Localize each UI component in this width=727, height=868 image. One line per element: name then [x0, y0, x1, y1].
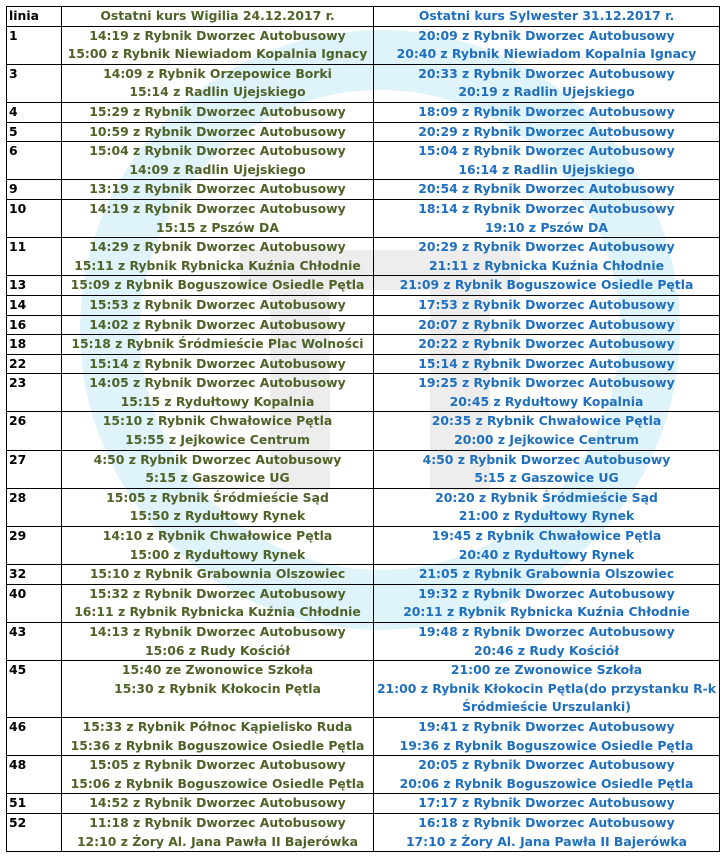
- wigilia-departure: 16:11 z Rybnik Rybnicka Kuźnia Chłodnie: [74, 604, 361, 620]
- sylwester-departure: 20:29 z Rybnik Dworzec Autobusowy: [418, 239, 675, 255]
- wigilia-departure: 15:29 z Rybnik Dworzec Autobusowy: [89, 103, 346, 119]
- sylwester-departure: 19:10 z Pszów DA: [485, 219, 608, 235]
- sylwester-departure-cell: [374, 661, 720, 718]
- sylwester-departure: 20:09 z Rybnik Dworzec Autobusowy: [418, 27, 675, 43]
- wigilia-departure: 15:11 z Rybnik Rybnicka Kuźnia Chłodnie: [74, 257, 361, 273]
- sylwester-departure: 15:14 z Rybnik Dworzec Autobusowy: [418, 355, 675, 371]
- sylwester-departure-cell: [374, 412, 720, 450]
- sylwester-departure: 20:06 z Rybnik Boguszowice Osiedle Pętla: [399, 775, 694, 791]
- line-number: 40: [7, 584, 62, 622]
- sylwester-departure: 20:11 z Rybnik Rybnicka Kuźnia Chłodnie: [403, 604, 690, 620]
- sylwester-departure: 19:48 z Rybnik Dworzec Autobusowy: [418, 624, 675, 639]
- table-row: [7, 794, 720, 814]
- wigilia-departure-cell: [62, 756, 374, 794]
- sylwester-departure: 18:09 z Rybnik Dworzec Autobusowy: [418, 103, 675, 119]
- table-row: [7, 412, 720, 450]
- line-number: 14: [7, 295, 62, 315]
- wigilia-departure-cell: [62, 565, 374, 585]
- table-row: [7, 315, 720, 335]
- sylwester-departure: 19:45 z Rybnik Chwałowice Pętla: [431, 528, 662, 544]
- table-row: [7, 661, 720, 718]
- sylwester-departure: 20:07 z Rybnik Dworzec Autobusowy: [418, 316, 675, 332]
- header-sylwester: Ostatni kurs Sylwester 31.12.2017 r.: [374, 7, 720, 27]
- wigilia-departure: 14:10 z Rybnik Chwałowice Pętla: [102, 528, 333, 544]
- sylwester-departure-cell: [374, 142, 720, 180]
- sylwester-departure-cell: [374, 450, 720, 488]
- wigilia-departure: 15:10 z Rybnik Chwałowice Pętla: [102, 413, 333, 429]
- wigilia-departure: 15:00 z Rydułtowy Rynek: [129, 546, 306, 562]
- wigilia-departure-cell: [62, 412, 374, 450]
- wigilia-departure: 4:50 z Rybnik Dworzec Autobusowy: [93, 451, 342, 467]
- table-row: [7, 142, 720, 180]
- sylwester-departure-cell: [374, 26, 720, 64]
- table-row: [7, 199, 720, 237]
- table-row: [7, 374, 720, 412]
- sylwester-departure: 20:33 z Rybnik Dworzec Autobusowy: [418, 65, 675, 81]
- table-row: [7, 64, 720, 102]
- wigilia-departure: 15:05 z Rybnik Dworzec Autobusowy: [89, 757, 346, 773]
- sylwester-departure-cell: [374, 623, 720, 661]
- wigilia-departure: 15:14 z Rybnik Dworzec Autobusowy: [89, 355, 346, 371]
- wigilia-departure-cell: [62, 64, 374, 102]
- line-number: 52: [7, 813, 62, 851]
- sylwester-departure: 15:04 z Rybnik Dworzec Autobusowy: [418, 143, 675, 159]
- sylwester-departure: 20:40 z Rybnik Niewiadom Kopalnia Ignacy: [396, 46, 697, 62]
- wigilia-departure: 15:33 z Rybnik Północ Kąpielisko Ruda: [82, 718, 353, 734]
- wigilia-departure-cell: [62, 527, 374, 565]
- line-number: 22: [7, 354, 62, 374]
- sylwester-departure: 20:20 z Rybnik Śródmieście Sąd: [435, 489, 658, 505]
- line-number: 9: [7, 180, 62, 200]
- sylwester-departure: 21:05 z Rybnik Grabownia Olszowiec: [418, 566, 675, 582]
- sylwester-departure-cell: [374, 374, 720, 412]
- sylwester-departure-cell: [374, 794, 720, 814]
- wigilia-departure: 15:15 z Rydułtowy Kopalnia: [120, 393, 315, 409]
- wigilia-departure-cell: [62, 623, 374, 661]
- sylwester-departure-cell: [374, 354, 720, 374]
- line-number: 46: [7, 717, 62, 755]
- sylwester-departure: 20:22 z Rybnik Dworzec Autobusowy: [418, 336, 675, 352]
- wigilia-departure-cell: [62, 142, 374, 180]
- wigilia-departure: 15:05 z Rybnik Śródmieście Sąd: [106, 489, 329, 505]
- sylwester-departure: 4:50 z Rybnik Dworzec Autobusowy: [422, 451, 671, 467]
- table-row: [7, 527, 720, 565]
- wigilia-departure: 15:06 z Rudy Kościół: [145, 642, 290, 658]
- wigilia-departure: 14:13 z Rybnik Dworzec Autobusowy: [89, 624, 346, 639]
- sylwester-departure: 21:00 z Rydułtowy Rynek: [458, 508, 635, 524]
- sylwester-departure: 20:29 z Rybnik Dworzec Autobusowy: [418, 123, 675, 139]
- line-number: 23: [7, 374, 62, 412]
- header-line: linia: [7, 7, 62, 27]
- sylwester-departure: 21:11 z Rybnicka Kuźnia Chłodnie: [428, 257, 665, 273]
- wigilia-departure: 14:05 z Rybnik Dworzec Autobusowy: [89, 375, 346, 391]
- wigilia-departure: 5:15 z Gaszowice UG: [145, 470, 290, 486]
- table-row: [7, 354, 720, 374]
- table-row: [7, 276, 720, 296]
- sylwester-departure: 19:25 z Rybnik Dworzec Autobusowy: [418, 375, 675, 391]
- sylwester-departure-cell: [374, 122, 720, 142]
- sylwester-departure-cell: [374, 276, 720, 296]
- wigilia-departure-cell: [62, 315, 374, 335]
- sylwester-departure: 19:32 z Rybnik Dworzec Autobusowy: [418, 585, 675, 601]
- sylwester-departure: 20:35 z Rybnik Chwałowice Pętla: [431, 413, 662, 429]
- sylwester-departure-cell: [374, 584, 720, 622]
- wigilia-departure-cell: [62, 354, 374, 374]
- line-number: 3: [7, 64, 62, 102]
- line-number: 29: [7, 527, 62, 565]
- line-number: 43: [7, 623, 62, 661]
- table-row: [7, 565, 720, 585]
- wigilia-departure: 15:40 ze Zwonowice Szkoła: [121, 662, 314, 678]
- wigilia-departure: 13:19 z Rybnik Dworzec Autobusowy: [89, 181, 346, 197]
- sylwester-departure: 20:54 z Rybnik Dworzec Autobusowy: [418, 181, 675, 197]
- sylwester-departure-cell: [374, 527, 720, 565]
- wigilia-departure-cell: [62, 295, 374, 315]
- sylwester-departure: 17:17 z Rybnik Dworzec Autobusowy: [418, 795, 675, 811]
- table-row: [7, 813, 720, 851]
- wigilia-departure-cell: [62, 276, 374, 296]
- wigilia-departure: 10:59 z Rybnik Dworzec Autobusowy: [89, 123, 346, 139]
- wigilia-departure-cell: [62, 102, 374, 122]
- line-number: 1: [7, 26, 62, 64]
- schedule-table: [6, 6, 720, 852]
- sylwester-departure: 21:09 z Rybnik Boguszowice Osiedle Pętla: [399, 277, 694, 293]
- sylwester-departure-cell: [374, 565, 720, 585]
- wigilia-departure: 15:14 z Radlin Ujejskiego: [129, 84, 306, 100]
- wigilia-departure: 14:52 z Rybnik Dworzec Autobusowy: [89, 795, 346, 811]
- line-number: 27: [7, 450, 62, 488]
- wigilia-departure: 14:09 z Rybnik Orzepowice Borki: [103, 65, 332, 81]
- sylwester-departure: 21:00 ze Zwonowice Szkoła: [450, 662, 643, 678]
- sylwester-departure: 17:53 z Rybnik Dworzec Autobusowy: [418, 296, 675, 312]
- line-number: 18: [7, 335, 62, 355]
- sylwester-departure: 18:14 z Rybnik Dworzec Autobusowy: [418, 200, 675, 216]
- sylwester-departure-cell: [374, 717, 720, 755]
- sylwester-departure: 16:14 z Radlin Ujejskiego: [458, 161, 635, 177]
- table-row: [7, 623, 720, 661]
- wigilia-departure: 15:53 z Rybnik Dworzec Autobusowy: [89, 296, 346, 312]
- sylwester-departure-cell: [374, 315, 720, 335]
- wigilia-departure: 14:29 z Rybnik Dworzec Autobusowy: [89, 239, 346, 255]
- sylwester-departure-cell: [374, 64, 720, 102]
- wigilia-departure-cell: [62, 199, 374, 237]
- sylwester-departure-cell: [374, 756, 720, 794]
- sylwester-departure: 17:10 z Żory Al. Jana Pawła II Bajerówka: [405, 833, 688, 849]
- wigilia-departure: 15:50 z Rydułtowy Rynek: [129, 508, 306, 524]
- sylwester-departure-cell: [374, 180, 720, 200]
- wigilia-departure: 15:00 z Rybnik Niewiadom Kopalnia Ignacy: [67, 46, 368, 62]
- table-row: [7, 488, 720, 526]
- table-row: [7, 122, 720, 142]
- line-number: 4: [7, 102, 62, 122]
- wigilia-departure-cell: [62, 813, 374, 851]
- wigilia-departure: 15:09 z Rybnik Boguszowice Osiedle Pętla: [70, 277, 365, 293]
- wigilia-departure: 15:10 z Rybnik Grabownia Olszowiec: [89, 566, 346, 582]
- wigilia-departure-cell: [62, 661, 374, 718]
- wigilia-departure: 15:55 z Jejkowice Centrum: [125, 432, 310, 448]
- sylwester-departure: 19:36 z Rybnik Boguszowice Osiedle Pętla: [399, 737, 694, 753]
- sylwester-departure: 20:45 z Rydułtowy Kopalnia: [449, 393, 644, 409]
- wigilia-departure-cell: [62, 335, 374, 355]
- wigilia-departure: 15:30 z Rybnik Kłokocin Pętla: [114, 680, 321, 696]
- wigilia-departure: 15:06 z Rybnik Boguszowice Osiedle Pętla: [70, 775, 365, 791]
- wigilia-departure-cell: [62, 717, 374, 755]
- line-number: 11: [7, 238, 62, 276]
- sylwester-departure: Śródmieście Urszulanki): [462, 699, 631, 715]
- line-number: 5: [7, 122, 62, 142]
- sylwester-departure: 20:40 z Rydułtowy Rynek: [458, 546, 635, 562]
- sylwester-departure: 20:05 z Rybnik Dworzec Autobusowy: [418, 757, 675, 773]
- wigilia-departure-cell: [62, 584, 374, 622]
- wigilia-departure: 15:36 z Rybnik Boguszowice Osiedle Pętla: [70, 737, 365, 753]
- line-number: 32: [7, 565, 62, 585]
- sylwester-departure: 21:00 z Rybnik Kłokocin Pętla(do przystanku R-k: [376, 680, 717, 696]
- wigilia-departure: 12:10 z Żory Al. Jana Pawła II Bajerówka: [76, 833, 359, 849]
- sylwester-departure-cell: [374, 488, 720, 526]
- wigilia-departure: 14:02 z Rybnik Dworzec Autobusowy: [89, 316, 346, 332]
- wigilia-departure-cell: [62, 26, 374, 64]
- table-row: [7, 717, 720, 755]
- table-row: [7, 26, 720, 64]
- sylwester-departure: 20:19 z Radlin Ujejskiego: [458, 84, 635, 100]
- line-number: 51: [7, 794, 62, 814]
- line-number: 6: [7, 142, 62, 180]
- table-row: [7, 450, 720, 488]
- line-number: 28: [7, 488, 62, 526]
- header-row: [7, 7, 720, 27]
- wigilia-departure-cell: [62, 122, 374, 142]
- table-row: [7, 756, 720, 794]
- wigilia-departure: 14:19 z Rybnik Dworzec Autobusowy: [89, 27, 346, 43]
- sylwester-departure: 16:18 z Rybnik Dworzec Autobusowy: [418, 814, 675, 830]
- sylwester-departure: 20:46 z Rudy Kościół: [474, 642, 619, 658]
- sylwester-departure-cell: [374, 813, 720, 851]
- wigilia-departure-cell: [62, 794, 374, 814]
- header-wigilia: Ostatni kurs Wigilia 24.12.2017 r.: [62, 7, 374, 27]
- table-row: [7, 295, 720, 315]
- wigilia-departure: 14:09 z Radlin Ujejskiego: [129, 161, 306, 177]
- sylwester-departure: 5:15 z Gaszowice UG: [474, 470, 619, 486]
- wigilia-departure: 15:18 z Rybnik Śródmieście Plac Wolności: [71, 336, 364, 352]
- table-row: [7, 180, 720, 200]
- table-row: [7, 335, 720, 355]
- sylwester-departure-cell: [374, 199, 720, 237]
- sylwester-departure-cell: [374, 335, 720, 355]
- line-number: 45: [7, 661, 62, 718]
- table-row: [7, 584, 720, 622]
- wigilia-departure: 15:32 z Rybnik Dworzec Autobusowy: [89, 585, 346, 601]
- wigilia-departure: 15:04 z Rybnik Dworzec Autobusowy: [89, 143, 346, 159]
- sylwester-departure-cell: [374, 295, 720, 315]
- line-number: 10: [7, 199, 62, 237]
- line-number: 13: [7, 276, 62, 296]
- wigilia-departure-cell: [62, 488, 374, 526]
- wigilia-departure: 14:19 z Rybnik Dworzec Autobusowy: [89, 200, 346, 216]
- table-row: [7, 102, 720, 122]
- sylwester-departure-cell: [374, 238, 720, 276]
- wigilia-departure: 15:15 z Pszów DA: [156, 219, 279, 235]
- wigilia-departure-cell: [62, 374, 374, 412]
- wigilia-departure-cell: [62, 238, 374, 276]
- sylwester-departure: 19:41 z Rybnik Dworzec Autobusowy: [418, 718, 675, 734]
- wigilia-departure-cell: [62, 450, 374, 488]
- line-number: 26: [7, 412, 62, 450]
- wigilia-departure: 11:18 z Rybnik Dworzec Autobusowy: [89, 814, 346, 830]
- wigilia-departure-cell: [62, 180, 374, 200]
- sylwester-departure: 20:00 z Jejkowice Centrum: [454, 432, 639, 448]
- line-number: 48: [7, 756, 62, 794]
- sylwester-departure-cell: [374, 102, 720, 122]
- table-row: [7, 238, 720, 276]
- line-number: 16: [7, 315, 62, 335]
